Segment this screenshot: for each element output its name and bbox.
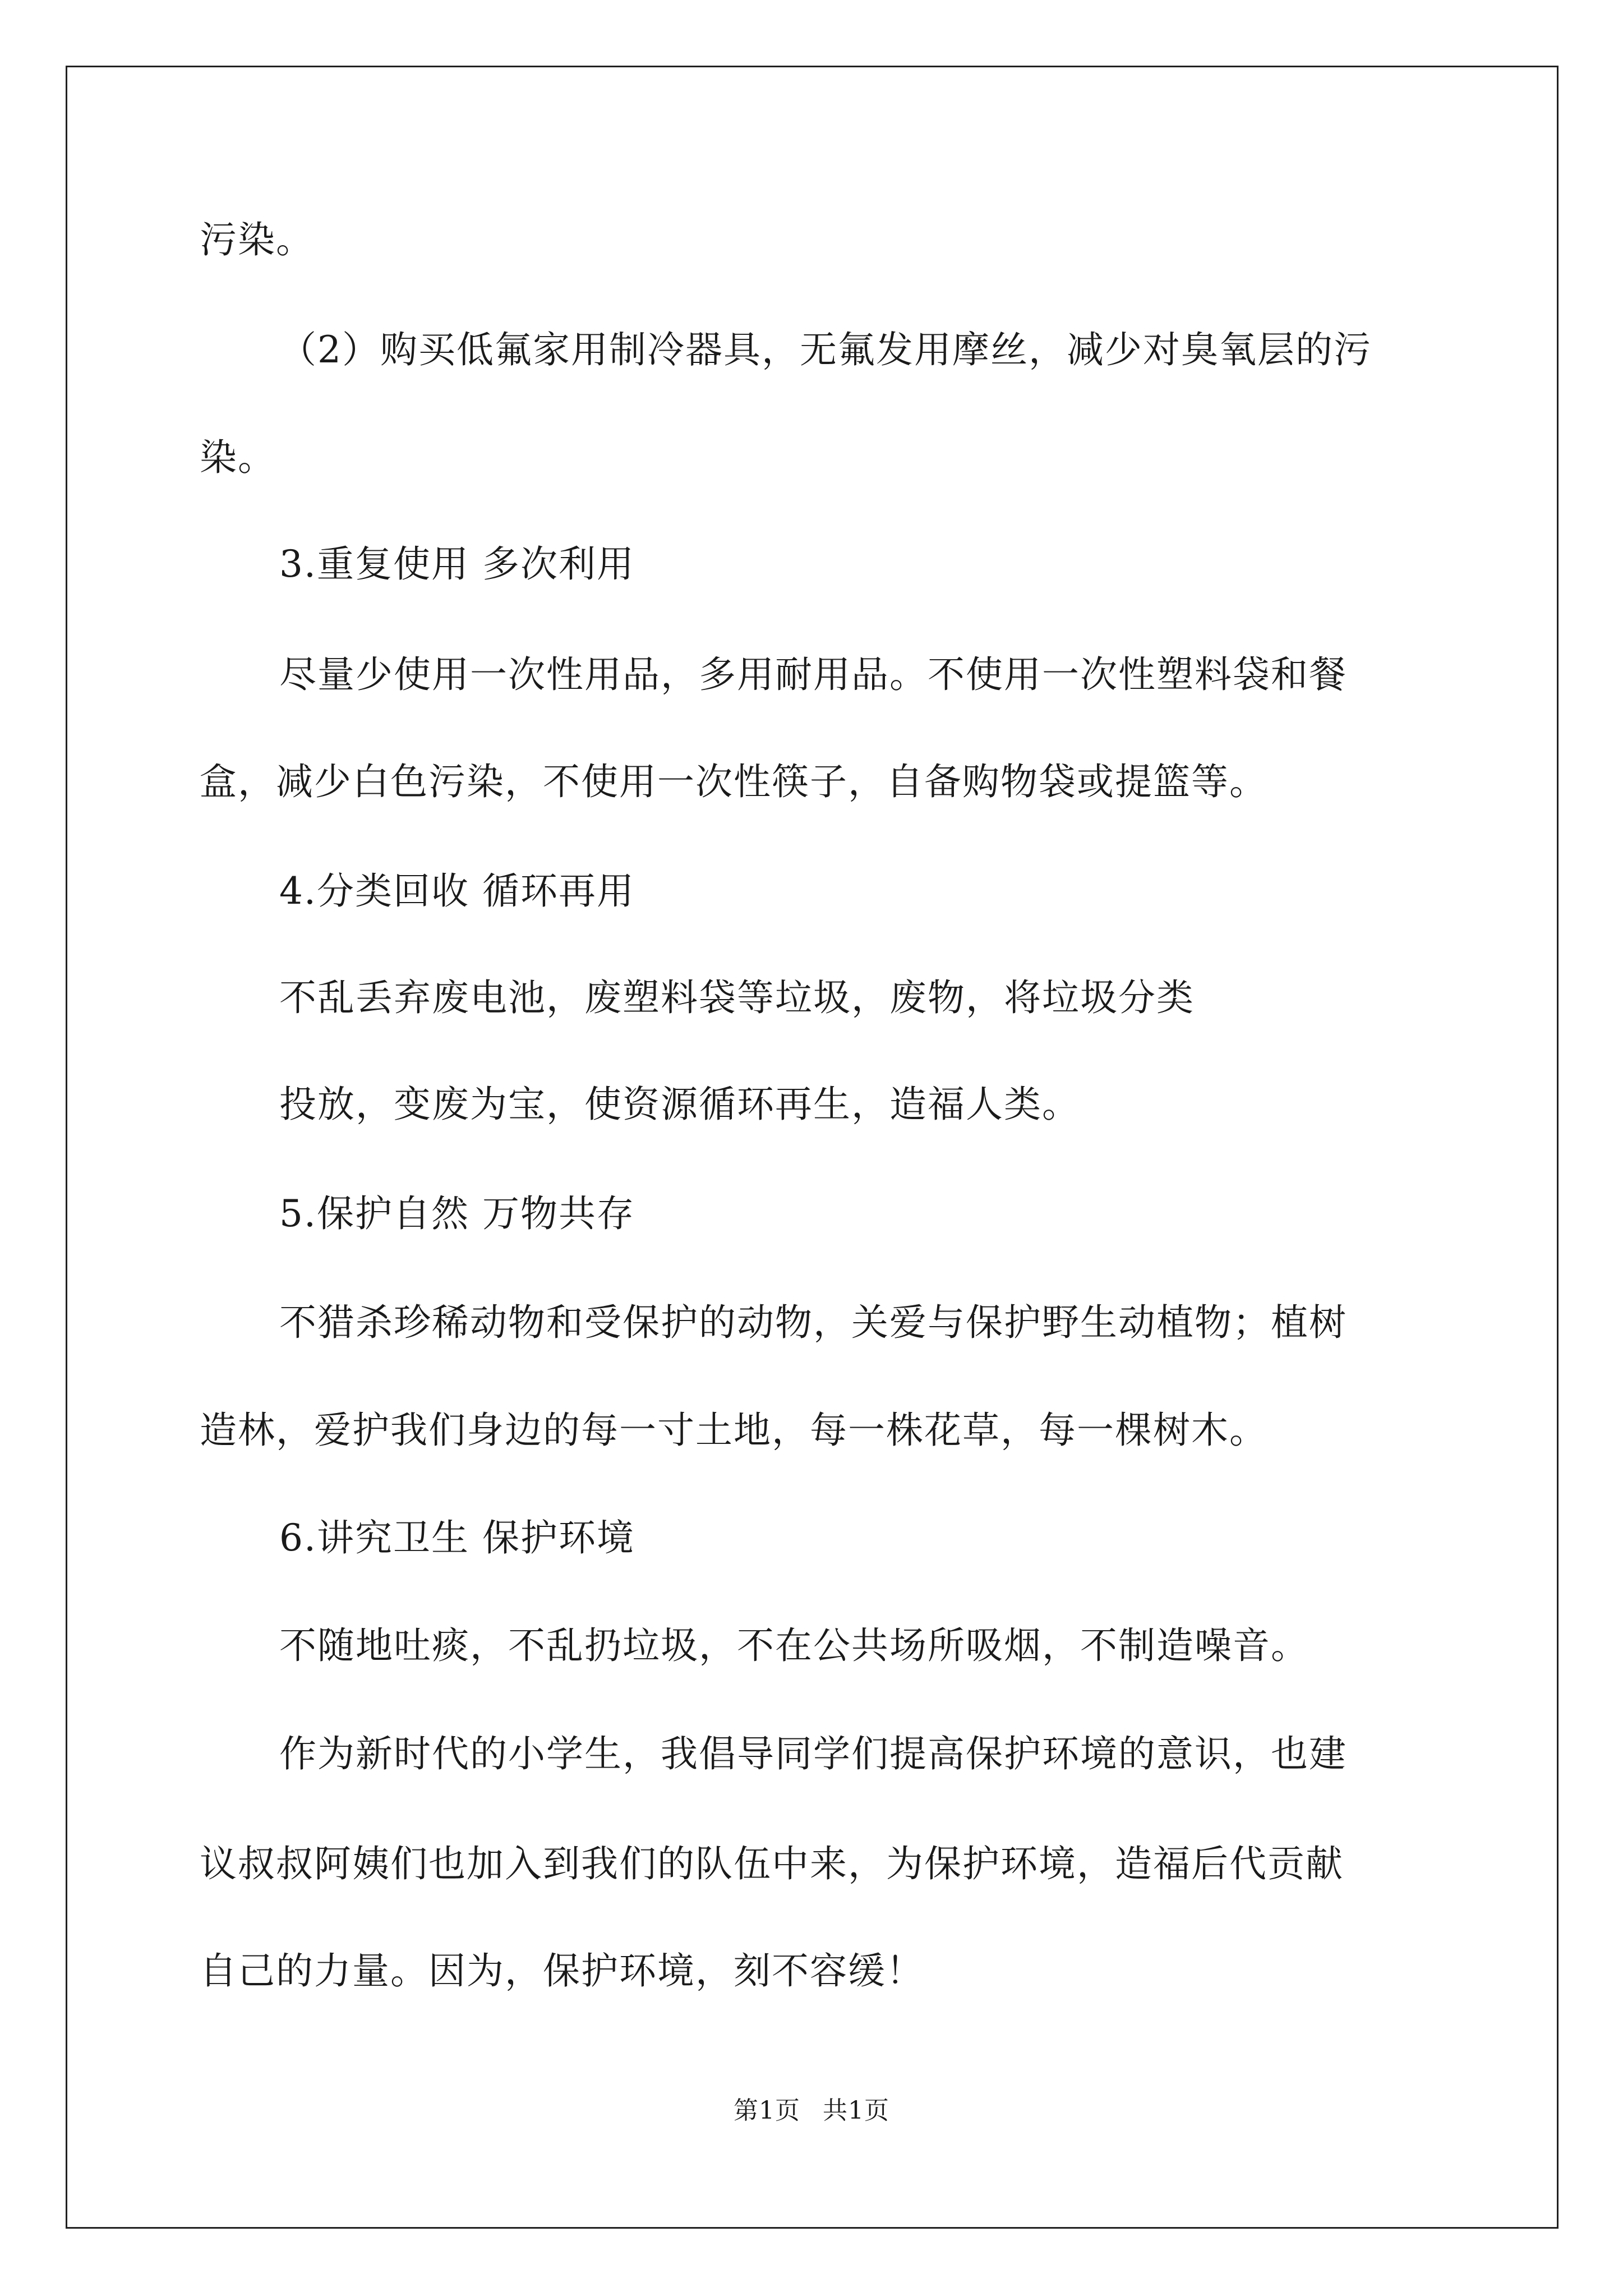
text-line: 不猎杀珍稀动物和受保护的动物，关爱与保护野生动植物；植树	[279, 1301, 1347, 1344]
text-line: 自己的力量。因为，保护环境，刻不容缓！	[200, 1949, 924, 1993]
text-line: 议叔叔阿姨们也加入到我们的队伍中来，为保护环境，造福后代贡献	[200, 1842, 1344, 1885]
section-heading: 5.保护自然 万物共存	[279, 1192, 635, 1235]
page-border	[66, 66, 1559, 2229]
section-heading: 4.分类回收 循环再用	[279, 869, 635, 913]
text-line: 造林，爱护我们身边的每一寸土地，每一株花草，每一棵树木。	[200, 1409, 1267, 1452]
page-number: 第1页	[734, 2096, 800, 2125]
text-line: 不乱丢弃废电池，废塑料袋等垃圾，废物，将垃圾分类	[279, 976, 1195, 1019]
page-total: 共1页	[823, 2096, 889, 2125]
section-heading: 3.重复使用 多次利用	[279, 542, 635, 586]
text-line: 作为新时代的小学生，我倡导同学们提高保护环境的意识，也建	[279, 1732, 1347, 1775]
text-line: （2）购买低氟家用制冷器具，无氟发用摩丝，减少对臭氧层的污	[279, 328, 1372, 371]
text-line: 不随地吐痰，不乱扔垃圾，不在公共场所吸烟，不制造噪音。	[279, 1624, 1309, 1667]
section-heading: 6.讲究卫生 保护环境	[279, 1516, 635, 1559]
text-line: 污染。	[200, 218, 314, 261]
text-line: 尽量少使用一次性用品，多用耐用品。不使用一次性塑料袋和餐	[279, 653, 1347, 696]
text-line: 染。	[200, 436, 276, 479]
text-line: 盒，减少白色污染，不使用一次性筷子，自备购物袋或提篮等。	[200, 760, 1267, 803]
page-footer	[0, 2094, 1623, 2128]
text-line: 投放，变废为宝，使资源循环再生，造福人类。	[279, 1083, 1080, 1126]
